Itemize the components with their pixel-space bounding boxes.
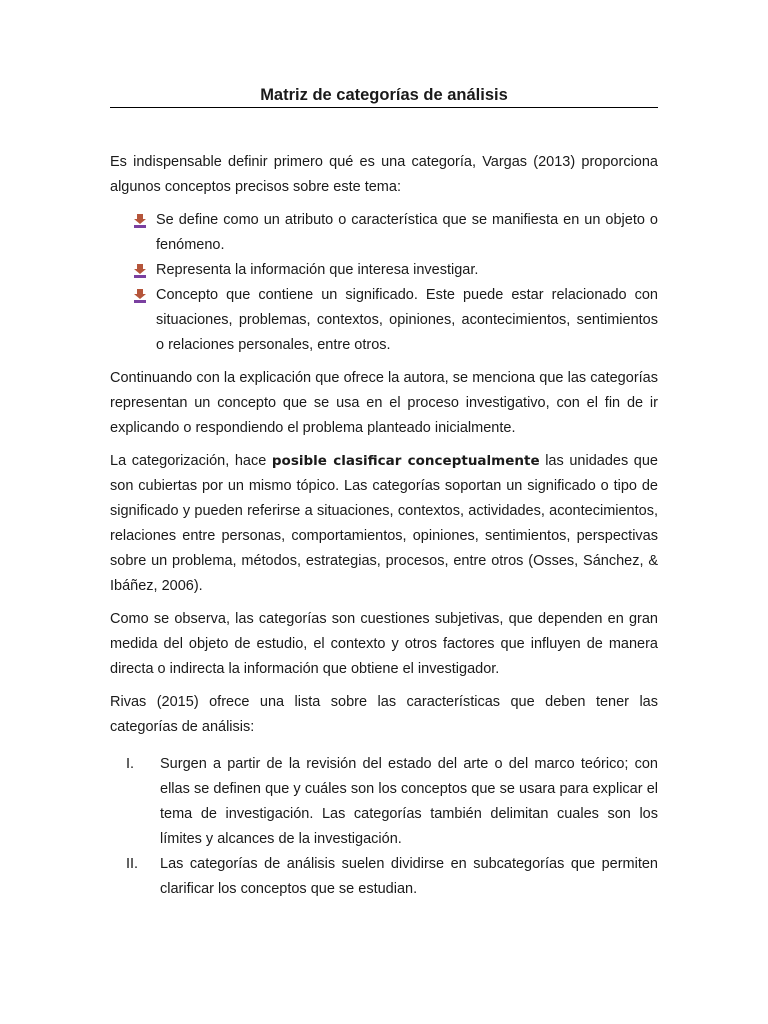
list-number: I. — [126, 756, 135, 772]
document-body — [110, 150, 658, 902]
paragraph-categorization — [110, 449, 658, 599]
arrow-bullet-icon — [132, 214, 148, 228]
paragraph-rivas: Rivas (2015) ofrece una lista sobre las características que deben tener las categorías de análisis: — [110, 694, 658, 735]
characteristics-list — [110, 752, 658, 902]
document-title: Matriz de categorías de análisis — [110, 84, 658, 108]
list-number: II. — [126, 856, 139, 872]
list-item-text: Representa la información que interesa investigar. — [156, 262, 479, 278]
list-item-text: Las categorías de análisis suelen dividirse en subcategorías que permiten clarificar los conceptos que se estudian. — [160, 856, 658, 897]
paragraph-observation: Como se observa, las categorías son cuestiones subjetivas, que dependen en gran medida del objeto de estudio, el contexto y otros factores que influyen de manera directa o indirecta la información que obtiene el investigador. — [110, 611, 658, 677]
paragraph-text: las unidades que son cubiertas por un mismo tópico. Las categorías soportan un significado o tipo de significado y pueden referirse a situaciones, contextos, actividades, acontecimientos, relaciones entre personas, comportamientos, opiniones, sentimientos, perspectivas sobre un problema, métodos, estrategias, procesos, entre otros (Osses, Sánchez, & Ibáñez, 2006). — [110, 453, 658, 594]
paragraph-continuation: Continuando con la explicación que ofrece la autora, se menciona que las categorías representan un concepto que se usa en el proceso investigativo, con el fin de ir explicando o respondiendo el problema planteado inicialmente. — [110, 370, 658, 436]
definition-list — [110, 208, 658, 358]
list-item-text: Concepto que contiene un significado. Este puede estar relacionado con situaciones, problemas, contextos, opiniones, acontecimientos, sentimientos o relaciones personales, entre otros. — [156, 287, 658, 353]
intro-paragraph: Es indispensable definir primero qué es una categoría, Vargas (2013) proporciona algunos conceptos precisos sobre este tema: — [110, 154, 658, 195]
arrow-bullet-icon — [132, 289, 148, 303]
paragraph-text: La categorización, hace — [110, 453, 272, 469]
list-item — [110, 283, 658, 358]
list-item — [110, 852, 658, 902]
arrow-bullet-icon — [132, 264, 148, 278]
list-item — [110, 258, 658, 283]
emphasized-text: posible clasificar conceptualmente — [271, 453, 540, 469]
list-item-text: Se define como un atributo o característica que se manifiesta en un objeto o fenómeno. — [156, 212, 658, 253]
list-item — [110, 752, 658, 852]
list-item — [110, 208, 658, 258]
list-item-text: Surgen a partir de la revisión del estado del arte o del marco teórico; con ellas se definen que y cuáles son los conceptos que se usara para explicar el tema de investigación. Las categorías también delimitan cuales son los límites y alcances de la investigación. — [160, 756, 658, 847]
